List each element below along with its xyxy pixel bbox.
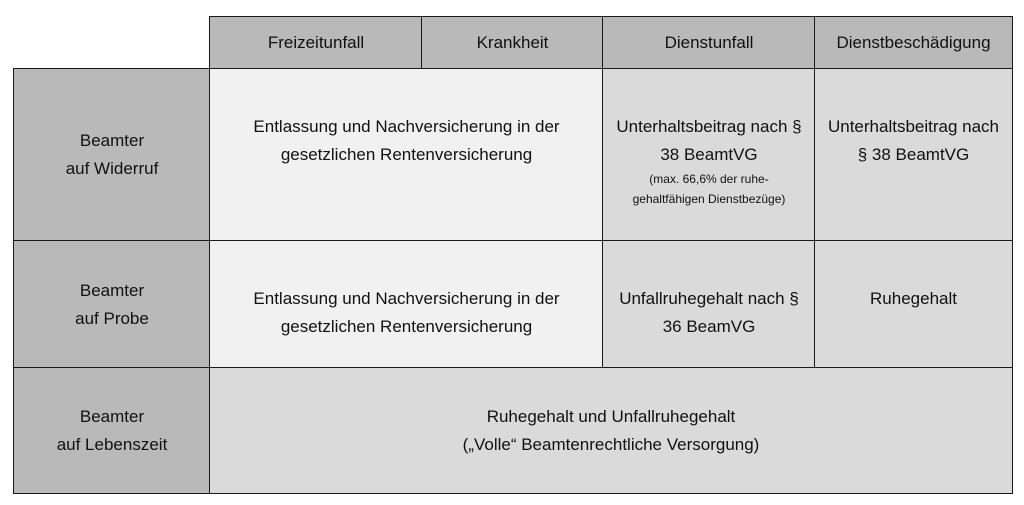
cell-widerruf-dienstbeschaedigung: [814, 68, 1013, 242]
cell-widerruf-dienstunfall-line2: 38 BeamtVG: [660, 145, 758, 164]
cell-probe-freizeit-krankheit: [209, 240, 604, 369]
row-label-lebenszeit: [13, 367, 211, 494]
header-freizeitunfall: [209, 16, 423, 70]
cell-widerruf-dienstunfall: [602, 68, 816, 242]
cell-lebenszeit-merged: [209, 367, 1013, 494]
cell-widerruf-dienstunfall-line1: Unterhaltsbeitrag nach §: [616, 117, 802, 136]
cell-probe-merged-line2: gesetzlichen Rentenversicherung: [280, 317, 533, 336]
row-label-probe-line2: auf Probe: [75, 308, 149, 328]
row-label-lebenszeit-line2: auf Lebenszeit: [56, 434, 168, 454]
row-label-probe: [13, 240, 211, 369]
cell-probe-dienstunfall: [602, 240, 816, 369]
header-freizeitunfall-label: Freizeitunfall: [267, 33, 365, 52]
cell-widerruf-dienstbeschaedigung-line1: Unterhaltsbeitrag nach: [827, 117, 1000, 136]
cell-probe-merged-line1: Entlassung und Nachversicherung in der: [253, 289, 560, 308]
cell-widerruf-dienstunfall-note1: (max. 66,6% der ruhe-: [649, 172, 769, 186]
cell-widerruf-merged-line1: Entlassung und Nachversicherung in der: [253, 117, 560, 136]
header-dienstbeschaedigung: [814, 16, 1013, 70]
row-label-lebenszeit-line1: Beamter: [79, 406, 145, 426]
cell-widerruf-merged-line2: gesetzlichen Rentenversicherung: [280, 145, 533, 164]
header-krankheit-label: Krankheit: [476, 33, 549, 52]
row-label-widerruf: [13, 68, 211, 242]
row-label-widerruf-line1: Beamter: [79, 131, 145, 150]
cell-widerruf-dienstbeschaedigung-line2: § 38 BeamtVG: [857, 145, 970, 164]
header-krankheit: [421, 16, 604, 70]
cell-probe-dienstunfall-line2: 36 BeamVG: [662, 317, 756, 336]
cell-widerruf-freizeit-krankheit: [209, 68, 604, 242]
row-label-probe-line1: Beamter: [79, 280, 145, 300]
header-dienstbeschaedigung-label: Dienstbeschädigung: [836, 33, 991, 52]
cell-lebenszeit-merged-line1: Ruhegehalt und Unfallruhegehalt: [486, 406, 736, 426]
cell-probe-dienstunfall-line1: Unfallruhegehalt nach §: [619, 289, 799, 308]
cell-probe-dienstbeschaedigung-line1: Ruhegehalt: [870, 289, 957, 308]
header-dienstunfall: [602, 16, 816, 70]
cell-probe-dienstbeschaedigung: [814, 240, 1013, 369]
cell-lebenszeit-merged-line2: („Volle“ Beamtenrechtliche Versorgung): [462, 434, 760, 454]
header-dienstunfall-label: Dienstunfall: [664, 33, 754, 52]
row-label-widerruf-line2: auf Widerruf: [65, 159, 159, 178]
cell-widerruf-dienstunfall-note2: gehaltfähigen Dienstbezüge): [632, 192, 786, 206]
